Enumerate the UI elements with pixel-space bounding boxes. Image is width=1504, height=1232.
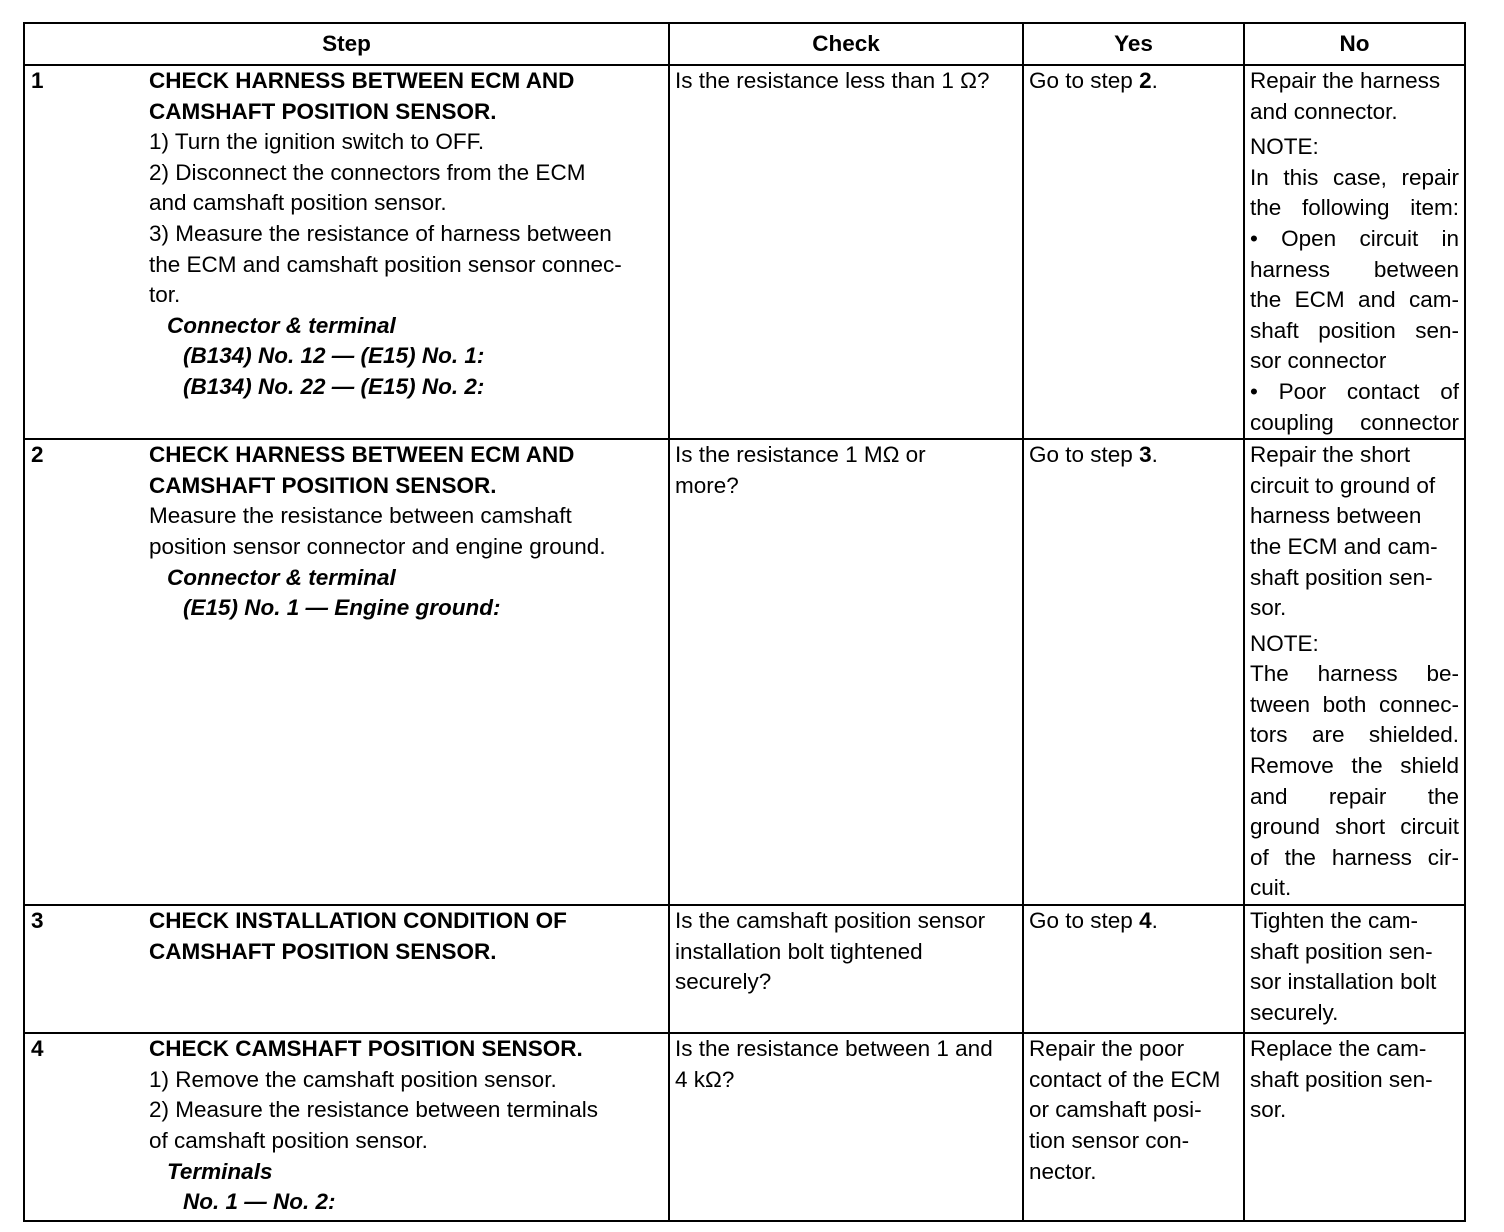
step-cell	[24, 1033, 669, 1221]
header-yes: Yes	[1023, 23, 1244, 65]
no-text-line: sor installation bolt	[1250, 969, 1437, 995]
diagnostic-table	[23, 22, 1466, 1222]
yes-text-line: nector.	[1029, 1158, 1097, 1184]
yes-text: Go to step	[1029, 68, 1140, 93]
step-terminal-line: (B134) No. 22 — (E15) No. 2:	[183, 373, 485, 399]
step-text-line: tor.	[149, 282, 181, 308]
header-step: Step	[24, 23, 669, 65]
table-row	[24, 65, 1465, 439]
step-number: 1	[31, 68, 44, 93]
no-text-line: Replace the cam-	[1250, 1036, 1427, 1062]
step-text-line: position sensor connector and engine ground.	[149, 533, 606, 559]
no-text-line: • Poor contact of	[1250, 378, 1459, 404]
check-text-line: Is the resistance 1 MΩ or	[675, 442, 926, 468]
no-text-line: circuit to ground of	[1250, 472, 1436, 498]
no-text-line: tors are shielded.	[1250, 722, 1459, 748]
check-text-line: Is the camshaft position sensor	[675, 908, 986, 934]
no-text-line: shaft position sen-	[1250, 317, 1459, 343]
yes-text-end: .	[1151, 442, 1158, 468]
step-title-line: CHECK INSTALLATION CONDITION OF	[149, 908, 567, 934]
step-text-line: 2) Measure the resistance between terminals	[149, 1097, 598, 1123]
no-text-line: sor connector	[1250, 348, 1387, 374]
yes-text-line: contact of the ECM	[1029, 1066, 1221, 1092]
yes-step-ref: 4	[1139, 908, 1152, 934]
step-title-line: CAMSHAFT POSITION SENSOR.	[149, 938, 497, 964]
no-text-line: and connector.	[1250, 98, 1398, 124]
yes-text-end: .	[1151, 908, 1158, 934]
step-terminal-line: No. 1 — No. 2:	[183, 1189, 336, 1215]
no-text-line: cuit.	[1250, 875, 1292, 901]
table-row	[24, 905, 1465, 1033]
no-text-line: securely.	[1250, 999, 1339, 1025]
step-number: 2	[31, 442, 44, 468]
no-text-line: shaft position sen-	[1250, 938, 1433, 964]
no-text-line: NOTE:	[1250, 134, 1319, 160]
step-title-line: CAMSHAFT POSITION SENSOR.	[149, 98, 497, 124]
step-cell	[24, 65, 669, 439]
no-text-line: Remove the shield	[1250, 753, 1459, 779]
no-text-line: Tighten the cam-	[1250, 908, 1418, 934]
yes-text-line: tion sensor con-	[1029, 1127, 1190, 1153]
header-row	[24, 23, 1465, 65]
no-text-line: harness between	[1250, 503, 1422, 529]
no-text-line: shaft position sen-	[1250, 1066, 1433, 1092]
step-cell	[24, 905, 669, 1033]
step-number: 4	[31, 1036, 44, 1062]
no-text-line: shaft position sen-	[1250, 564, 1433, 590]
step-label-line: Terminals	[167, 1158, 273, 1184]
yes-text-end: .	[1151, 68, 1158, 93]
no-cell	[1244, 65, 1465, 439]
yes-text-line: or camshaft posi-	[1029, 1097, 1202, 1123]
no-text-line: sor.	[1250, 1097, 1287, 1123]
no-text-line: tween both connec-	[1250, 691, 1459, 717]
step-text-line: Measure the resistance between camshaft	[149, 503, 572, 529]
header-no: No	[1244, 23, 1465, 65]
no-cell	[1244, 905, 1465, 1033]
no-text-line: Repair the short	[1250, 442, 1411, 468]
check-cell	[669, 1033, 1023, 1221]
yes-cell	[1023, 905, 1244, 1033]
step-text-line: and camshaft position sensor.	[149, 190, 447, 216]
step-text-line: the ECM and camshaft position sensor connec-	[149, 251, 622, 277]
check-text-line: 4 kΩ?	[675, 1066, 735, 1092]
step-number: 3	[31, 908, 44, 934]
no-text-line: In this case, repair	[1250, 164, 1459, 190]
yes-cell	[1023, 439, 1244, 905]
no-cell	[1244, 439, 1465, 905]
no-text-line: the ECM and cam-	[1250, 287, 1459, 313]
no-text-line: sor.	[1250, 595, 1287, 621]
no-text-line: and repair the	[1250, 783, 1459, 809]
check-text-line: installation bolt tightened	[675, 938, 923, 964]
no-text-line: of the harness cir-	[1250, 844, 1459, 870]
check-text-line: more?	[675, 472, 739, 498]
step-text-line: of camshaft position sensor.	[149, 1127, 428, 1153]
yes-cell	[1023, 65, 1244, 439]
yes-text: Go to step	[1029, 442, 1140, 468]
step-terminal-line: (E15) No. 1 — Engine ground:	[183, 595, 501, 621]
step-text-line: 2) Disconnect the connectors from the ECM	[149, 159, 586, 185]
step-text-line: 1) Turn the ignition switch to OFF.	[149, 129, 485, 155]
check-cell	[669, 65, 1023, 439]
step-title-line: CAMSHAFT POSITION SENSOR.	[149, 472, 497, 498]
check-text-line: securely?	[675, 969, 772, 995]
yes-step-ref: 2	[1139, 68, 1152, 93]
table-row	[24, 439, 1465, 905]
check-text-line: Is the resistance between 1 and	[675, 1036, 993, 1062]
no-text-line: • Open circuit in	[1250, 225, 1459, 251]
table-row	[24, 1033, 1465, 1221]
step-cell	[24, 439, 669, 905]
step-text-line: 1) Remove the camshaft position sensor.	[149, 1066, 557, 1092]
no-text-line: the ECM and cam-	[1250, 533, 1438, 559]
step-title-line: CHECK CAMSHAFT POSITION SENSOR.	[149, 1036, 583, 1062]
no-text-line: coupling connector	[1250, 409, 1459, 435]
step-text-line: 3) Measure the resistance of harness between	[149, 220, 612, 246]
yes-text: Go to step	[1029, 908, 1140, 934]
step-title-line: CHECK HARNESS BETWEEN ECM AND	[149, 68, 575, 93]
no-text-line: Repair the harness	[1250, 68, 1441, 93]
yes-step-ref: 3	[1139, 442, 1152, 468]
step-label-line: Connector & terminal	[167, 564, 396, 590]
no-text-line: NOTE:	[1250, 630, 1319, 656]
check-cell	[669, 905, 1023, 1033]
header-check: Check	[669, 23, 1023, 65]
no-text-line: The harness be-	[1250, 661, 1459, 687]
check-text-line: Is the resistance less than 1 Ω?	[675, 68, 990, 93]
yes-cell	[1023, 1033, 1244, 1221]
no-cell	[1244, 1033, 1465, 1221]
step-terminal-line: (B134) No. 12 — (E15) No. 1:	[183, 343, 485, 369]
no-text-line: harness between	[1250, 256, 1459, 282]
no-text-line: the following item:	[1250, 195, 1459, 221]
no-text-line: ground short circuit	[1250, 814, 1459, 840]
step-label-line: Connector & terminal	[167, 312, 396, 338]
check-cell	[669, 439, 1023, 905]
yes-text-line: Repair the poor	[1029, 1036, 1185, 1062]
step-title-line: CHECK HARNESS BETWEEN ECM AND	[149, 442, 575, 468]
